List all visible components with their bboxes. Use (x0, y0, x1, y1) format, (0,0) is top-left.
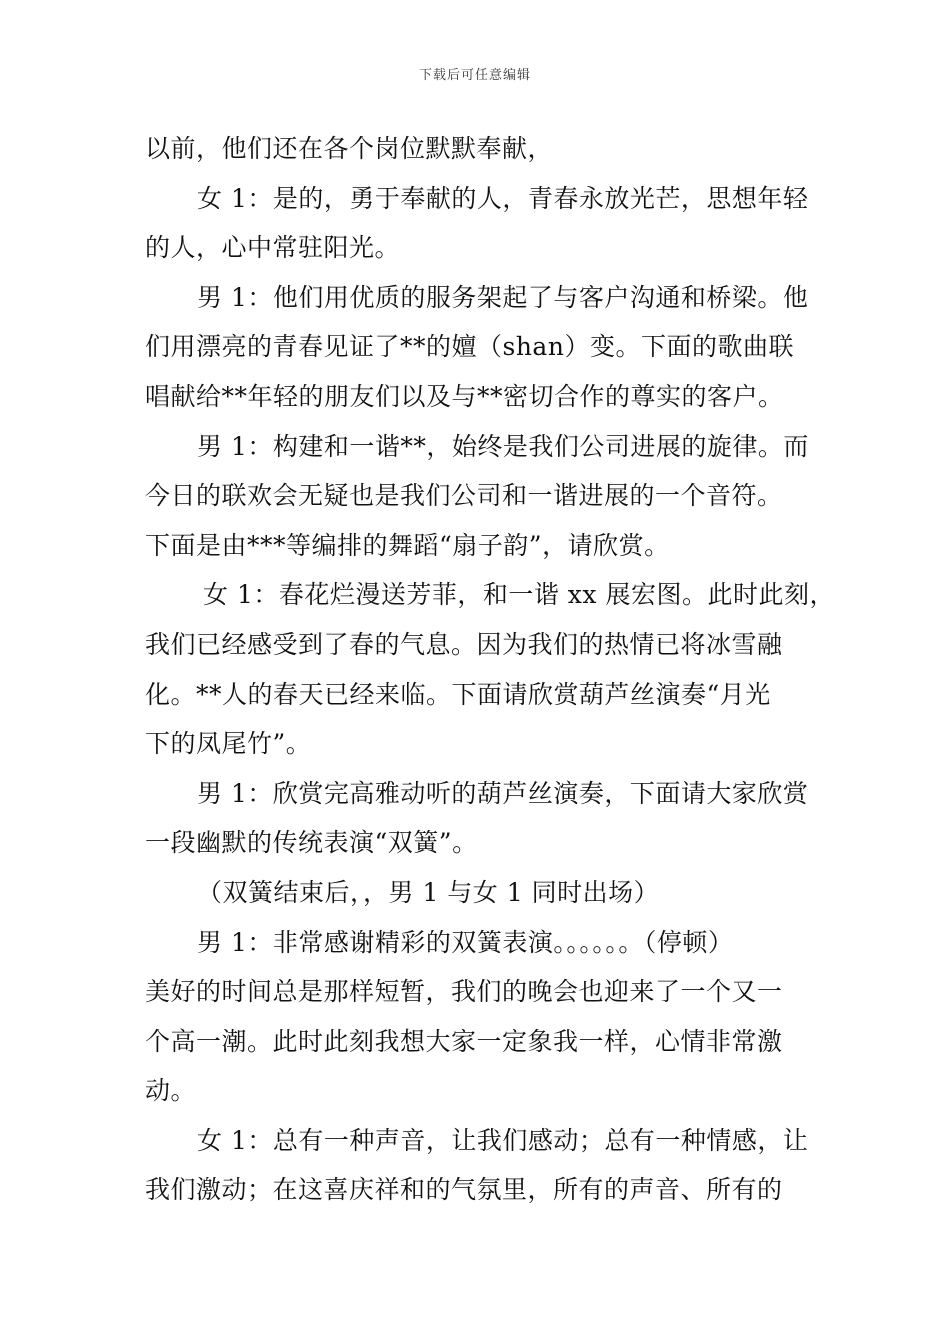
text-line: 男 1：他们用优质的服务架起了与客户沟通和桥梁。他 (197, 282, 809, 312)
text-line: 男 1：构建和一谐**，始终是我们公司进展的旋律。而 (197, 431, 809, 461)
text-line: 女 1：总有一种声音，让我们感动；总有一种情感，让 (197, 1125, 809, 1155)
text-line: 今日的联欢会无疑也是我们公司和一谐进展的一个音符。 (145, 481, 783, 511)
text-line: 女 1：春花烂漫送芳菲，和一谐 xx 展宏图。此时此刻， (203, 580, 835, 610)
text-line: 个高一潮。此时此刻我想大家一定象我一样，心情非常激 (145, 1026, 783, 1056)
text-line: 动。 (145, 1076, 197, 1106)
text-line: 唱献给**年轻的朋友们以及与**密切合作的尊实的客户。 (145, 381, 784, 411)
text-line: 下的凤尾竹”。 (145, 729, 312, 759)
document-body (145, 124, 835, 1215)
text-line: 我们已经感受到了春的气息。因为我们的热情已将冰雪融 (145, 629, 783, 659)
text-line: 我们激动；在这喜庆祥和的气氛里，所有的声音、所有的 (145, 1175, 783, 1205)
text-line: 下面是由***等编排的舞蹈“扇子韵”，请欣赏。 (145, 530, 670, 560)
text-line: 化。**人的春天已经来临。下面请欣赏葫芦丝演奏“月光 (145, 679, 771, 709)
text-line: 们用漂亮的青春见证了**的嬗（shan）变。下面的歌曲联 (145, 332, 794, 362)
text-line: 男 1：欣赏完高雅动听的葫芦丝演奏，下面请大家欣赏 (197, 778, 809, 808)
page-header: 下载后可任意编辑 (418, 68, 531, 83)
text-line: 一段幽默的传统表演“双簧”。 (145, 828, 478, 858)
text-line: 美好的时间总是那样短暂，我们的晚会也迎来了一个又一 (145, 977, 783, 1007)
text-line: （双簧结束后，，男 1 与女 1 同时出场） (197, 877, 660, 907)
text-line: 的人，心中常驻阳光。 (145, 233, 401, 263)
text-line: 以前，他们还在各个岗位默默奉献， (145, 134, 554, 163)
text-line: 女 1：是的，勇于奉献的人，青春永放光芒，思想年轻 (197, 183, 809, 213)
text-line: 男 1：非常感谢精彩的双簧表演。。。。。。（停顿） (197, 927, 734, 957)
